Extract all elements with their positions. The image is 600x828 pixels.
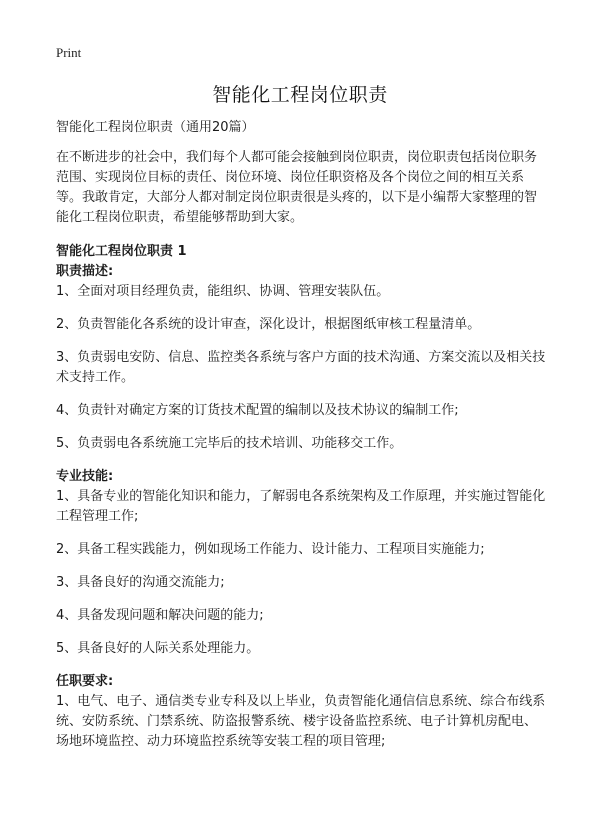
skill-item: 2、具备工程实践能力，例如现场工作能力、设计能力、工程项目实施能力;: [56, 542, 485, 557]
skill-item: 4、具备发现问题和解决问题的能力;: [56, 608, 264, 623]
intro-paragraph: 在不断进步的社会中，我们每个人都可能会接触到岗位职责，岗位职责包括岗位职务范围、实现岗位目标的责任、岗位环境、岗位任职资格及各个岗位之间的相互关系等。我敢肯定，大部分人都对制定岗位职责很是头疼的，以下是小编帮大家整理的智能化工程岗位职责，希望能够帮助到大家。: [56, 150, 538, 225]
duty-item: 1、全面对项目经理负责，能组织、协调、管理安装队伍。: [56, 284, 390, 299]
duties-heading: 职责描述:: [56, 264, 114, 279]
skill-item: 3、具备良好的沟通交流能力;: [56, 575, 225, 590]
section-title: 智能化工程岗位职责 1: [56, 244, 187, 259]
requirement-item: 1、电气、电子、通信类专业专科及以上毕业，负责智能化通信信息系统、综合布线系统、安防系统、门禁系统、防盗报警系统、楼宇设备监控系统、电子计算机房配电、场地环境监控、动力环境监控系统等安装工程的项目管理;: [56, 694, 546, 749]
print-link[interactable]: Print: [56, 45, 82, 60]
page-title: 智能化工程岗位职责: [212, 84, 388, 106]
article-body: [56, 118, 546, 765]
requirements-heading: 任职要求:: [56, 674, 114, 689]
skill-item: 1、具备专业的智能化知识和能力，了解弱电各系统架构及工作原理，并实施过智能化工程管理工作;: [56, 489, 546, 524]
duty-item: 5、负责弱电各系统施工完毕后的技术培训、功能移交工作。: [56, 436, 403, 451]
duty-item: 2、负责智能化各系统的设计审查，深化设计，根据图纸审核工程量清单。: [56, 317, 481, 332]
duty-item: 4、负责针对确定方案的订货技术配置的编制以及技术协议的编制工作;: [56, 403, 459, 418]
skills-heading: 专业技能:: [56, 469, 114, 484]
duty-item: 3、负责弱电安防、信息、监控类各系统与客户方面的技术沟通、方案交流以及相关技术支持工作。: [56, 350, 546, 385]
article-subtitle: 智能化工程岗位职责（通用20篇）: [56, 120, 255, 135]
skill-item: 5、具备良好的人际关系处理能力。: [56, 641, 260, 656]
